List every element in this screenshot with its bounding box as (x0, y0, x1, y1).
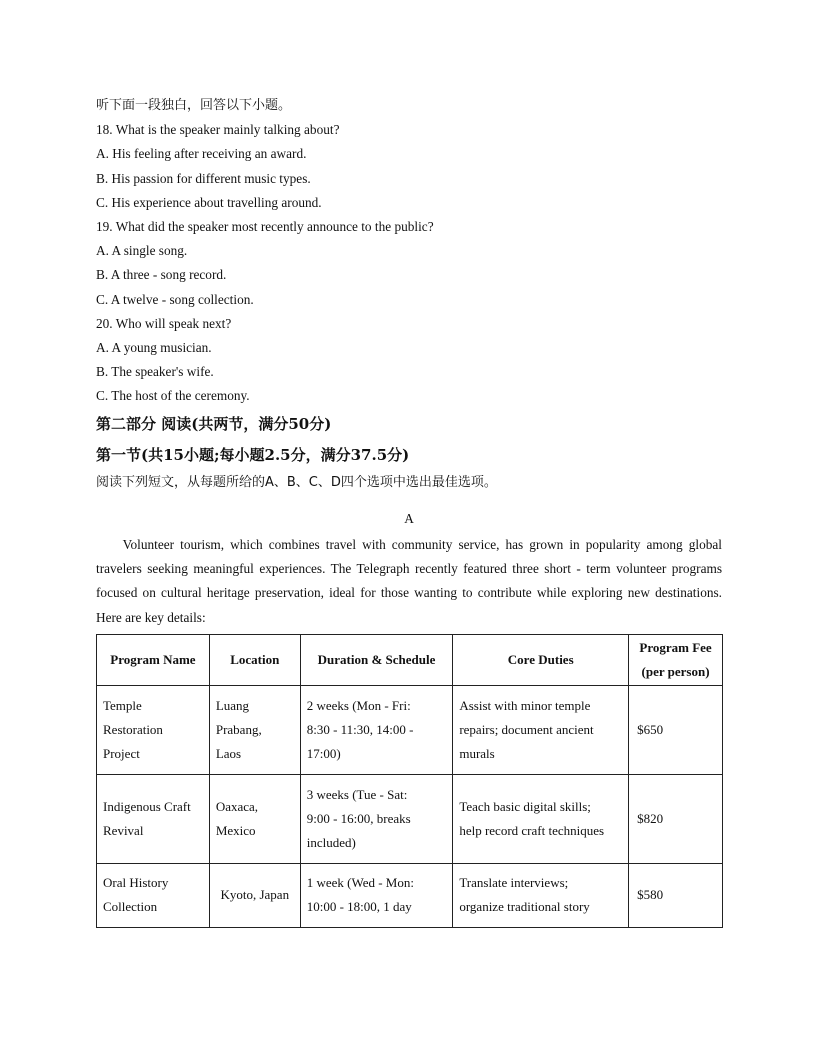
passage-paragraph: Volunteer tourism, which combines travel with community service, has grown in popularity among global travelers seeking meaningful experiences. The Telegraph recently featured three short - term volunteer programs focused on cultural heritage preservation, ideal for those wanting to contribute while exploring new destinations. Here are key details: (96, 537, 722, 625)
question-19 (96, 215, 722, 312)
program-table (96, 634, 723, 928)
document-page (96, 94, 722, 928)
cell-text: Oral History (103, 875, 169, 891)
cell-program-name (97, 774, 210, 863)
cell-text: repairs; document ancient (459, 721, 594, 737)
cell-duration (300, 774, 453, 863)
cell-text: Oaxaca, (215, 798, 259, 814)
cell-text: 9:00 - 16:00, breaks (306, 810, 411, 826)
option-b: B. A three - song record. (96, 267, 227, 283)
header-duration: Duration & Schedule (300, 634, 453, 685)
cell-text: 10:00 - 18:00, 1 day (306, 899, 412, 915)
cell-core-duties (453, 774, 629, 863)
cell-text: 1 week (Wed - Mon: (306, 875, 414, 891)
cell-location (209, 863, 300, 927)
option-c: C. The host of the ceremony. (96, 388, 250, 404)
cell-text: murals (459, 745, 495, 761)
cell-text: Teach basic digital skills; (459, 798, 591, 814)
question-stem: 19. What did the speaker most recently announce to the public? (96, 219, 434, 235)
option-b: B. His passion for different music types. (96, 170, 311, 186)
cell-text: Restoration (103, 721, 163, 737)
cell-text: Translate interviews; (459, 875, 569, 891)
cell-program-name (97, 863, 210, 927)
table-header-row (97, 634, 723, 685)
cell-text: Mexico (215, 822, 256, 838)
cell-text: Revival (103, 822, 144, 838)
listening-instruction: 听下面一段独白，回答以下小题。 (96, 98, 292, 113)
question-20 (96, 312, 722, 409)
header-core-duties: Core Duties (453, 634, 629, 685)
section-title: 第一节(共15小题;每小题2.5分，满分37.5分) (96, 445, 410, 464)
cell-text: Collection (103, 899, 158, 915)
cell-text: 17:00) (306, 745, 341, 761)
table-row (97, 774, 723, 863)
cell-text: included) (306, 834, 356, 850)
question-stem: 20. Who will speak next? (96, 315, 232, 331)
header-program-fee (629, 634, 723, 685)
cell-duration (300, 685, 453, 774)
part-title: 第二部分 阅读(共两节，满分50分) (96, 414, 332, 433)
cell-text: help record craft techniques (459, 822, 605, 838)
cell-location (209, 774, 300, 863)
cell-core-duties (453, 863, 629, 927)
header-fee-line-1: Program Fee (639, 639, 712, 655)
option-a: A. A single song. (96, 243, 188, 259)
cell-core-duties (453, 685, 629, 774)
option-c: C. A twelve - song collection. (96, 291, 254, 307)
cell-text: Temple (103, 697, 142, 713)
cell-text: Luang (215, 697, 250, 713)
cell-fee: $580 (629, 863, 723, 927)
cell-text: organize traditional story (459, 899, 590, 915)
option-c: C. His experience about travelling around. (96, 194, 322, 210)
option-a: A. A young musician. (96, 340, 212, 356)
header-program-name: Program Name (97, 634, 210, 685)
option-b: B. The speaker's wife. (96, 364, 214, 380)
cell-fee: $650 (629, 685, 723, 774)
cell-text: Kyoto, Japan (220, 887, 290, 903)
option-a: A. His feeling after receiving an award. (96, 146, 307, 162)
header-location: Location (209, 634, 300, 685)
header-fee-line-2: (per person) (641, 663, 710, 679)
cell-text: Indigenous Craft (103, 798, 191, 814)
passage-label: A (404, 510, 414, 526)
question-18 (96, 118, 722, 215)
cell-text: 8:30 - 11:30, 14:00 - (306, 721, 414, 737)
table-row (97, 863, 723, 927)
cell-text: Laos (215, 745, 242, 761)
cell-location (209, 685, 300, 774)
reading-instruction: 阅读下列短文，从每题所给的A、B、C、D四个选项中选出最佳选项。 (96, 474, 497, 490)
cell-text: Project (103, 745, 140, 761)
cell-text: 3 weeks (Tue - Sat: (306, 786, 408, 802)
cell-text: Prabang, (215, 721, 262, 737)
cell-program-name (97, 685, 210, 774)
cell-fee: $820 (629, 774, 723, 863)
cell-text: Assist with minor temple (459, 697, 591, 713)
question-stem: 18. What is the speaker mainly talking about? (96, 122, 340, 138)
cell-text: 2 weeks (Mon - Fri: (306, 697, 411, 713)
cell-duration (300, 863, 453, 927)
table-row (97, 685, 723, 774)
